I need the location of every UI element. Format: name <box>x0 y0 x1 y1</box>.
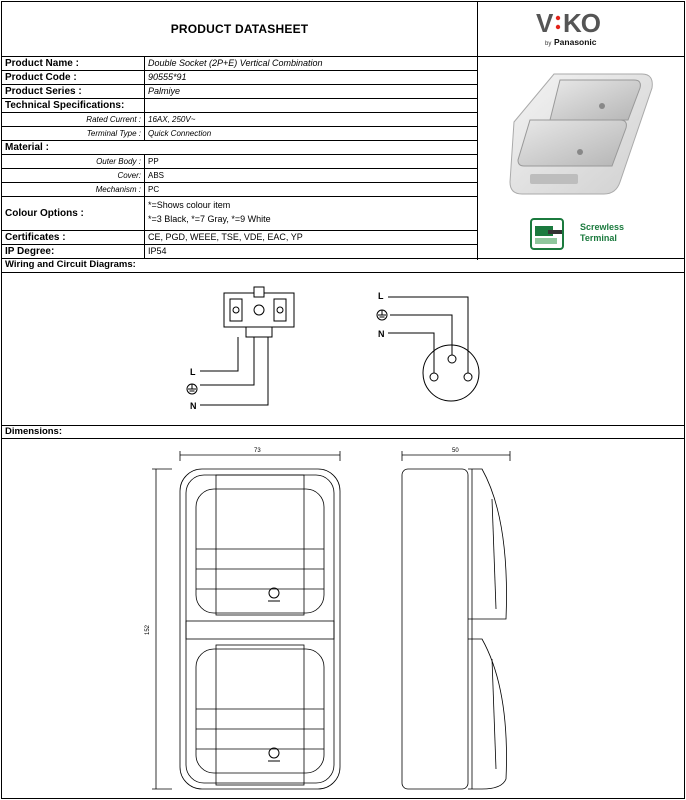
viko-logo-icon <box>478 2 685 56</box>
product-code-label: Product Code : <box>5 72 77 83</box>
circuit-earth-icon <box>377 310 387 320</box>
dimensions-drawing <box>2 439 684 799</box>
svg-text:KO: KO <box>563 8 600 38</box>
product-name-value: Double Socket (2P+E) Vertical Combination <box>148 58 323 68</box>
terminal-type-label: Terminal Type : <box>86 129 141 138</box>
colour-options-note: *=Shows colour item <box>148 200 231 210</box>
wiring-heading: Wiring and Circuit Diagrams: <box>5 259 136 270</box>
side-depth-dimension: 50 <box>452 448 459 454</box>
badge-line-2: Terminal <box>580 233 617 243</box>
svg-text:Panasonic: Panasonic <box>554 37 597 47</box>
cover-label: Cover: <box>117 171 141 180</box>
colour-options-label: Colour Options : <box>5 208 84 219</box>
circuit-label-l: L <box>378 291 384 301</box>
wiring-label-l: L <box>190 367 196 377</box>
ip-degree-value: IP54 <box>148 246 167 256</box>
screwless-terminal-badge <box>530 218 680 252</box>
rated-current-label: Rated Current : <box>86 115 141 124</box>
mechanism-label: Mechanism : <box>95 185 141 194</box>
height-dimension: 152 <box>145 624 151 635</box>
svg-text:by: by <box>545 41 552 47</box>
circuit-label-n: N <box>378 329 385 339</box>
outer-body-label: Outer Body : <box>96 157 141 166</box>
mechanism-value: PC <box>148 185 160 194</box>
material-heading: Material : <box>5 142 49 153</box>
socket-symbol-icon <box>268 588 280 761</box>
product-series-value: Palmiye <box>148 86 181 96</box>
outer-body-value: PP <box>148 157 159 166</box>
wiring-label-n: N <box>190 401 197 411</box>
terminal-type-value: Quick Connection <box>148 129 212 138</box>
socket-schematic <box>388 297 479 401</box>
screwless-terminal-icon <box>530 218 564 250</box>
terminal-block-icon <box>224 287 294 337</box>
wiring-diagram <box>2 273 684 425</box>
badge-line-1: Screwless <box>580 222 625 232</box>
tech-specs-heading: Technical Specifications: <box>5 100 125 111</box>
ip-degree-label: IP Degree: <box>5 246 55 257</box>
earth-icon <box>187 384 197 394</box>
page-title: PRODUCT DATASHEET <box>170 22 309 36</box>
front-width-dimension: 73 <box>254 448 261 454</box>
rated-current-value: 16AX, 250V~ <box>148 115 196 124</box>
product-series-label: Product Series : <box>5 86 82 97</box>
datasheet <box>1 1 685 799</box>
colour-options-values: *=3 Black, *=7 Gray, *=9 White <box>148 214 271 224</box>
brand-logo <box>478 2 685 56</box>
product-name-label: Product Name : <box>5 58 79 69</box>
certificates-label: Certificates : <box>5 232 66 243</box>
certificates-value: CE, PGD, WEEE, TSE, VDE, EAC, YP <box>148 232 303 242</box>
product-photo <box>502 62 662 202</box>
svg-text:V: V <box>536 8 553 38</box>
dimensions-heading: Dimensions: <box>5 426 63 437</box>
cover-value: ABS <box>148 171 165 180</box>
product-code-value: 90555*91 <box>148 72 187 82</box>
